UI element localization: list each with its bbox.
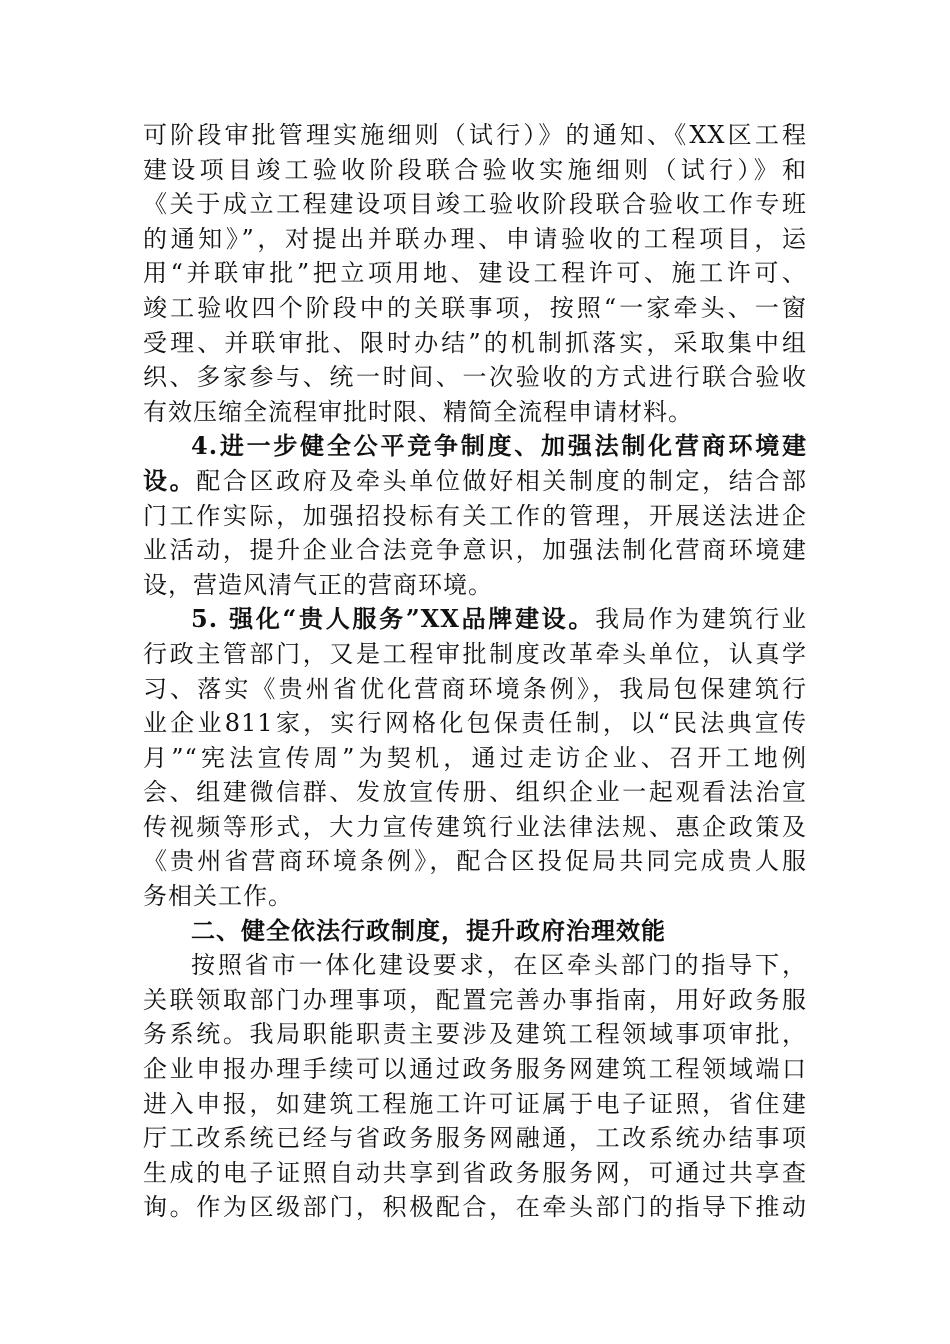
section-heading-5: 5. 强化“贵人服务”XX品牌建设。 — [191, 604, 596, 634]
text-run: 配合区政府及牵头单位做好相关制度的制定，结合部 — [196, 466, 807, 495]
text-line — [143, 602, 807, 637]
text-line: 询。作为区级部门，积极配合，在牵头部门的指导下推动 — [143, 1193, 807, 1222]
text-line: 生成的电子证照自动共享到省政务服务网，可通过共享查 — [143, 1158, 807, 1187]
text-line — [143, 464, 807, 499]
text-line: 受理、并联审批、限时办结”的机制抓落实，采取集中组 — [143, 328, 807, 357]
text-line: 企业申报办理手续可以通过政务服务网建筑工程领域端口 — [143, 1055, 807, 1084]
text-line: 建设项目竣工验收阶段联合验收实施细则（试行）》和 — [143, 155, 807, 184]
paragraph-joint-acceptance — [143, 118, 807, 429]
text-line: 可阶段审批管理实施细则（试行）》的通知、《XX区工程 — [143, 121, 807, 149]
text-line: 业企业811家，实行网格化包保责任制，以“民法典宣传 — [143, 709, 807, 738]
text-line: 用“并联审批”把立项用地、建设工程许可、施工许可、 — [143, 259, 807, 288]
text-line: 竣工验收四个阶段中的关联事项，按照“一家牵头、一窗 — [143, 293, 807, 322]
text-line: 习、落实《贵州省优化营商环境条例》，我局包保建筑行 — [143, 674, 807, 703]
text-line: 《关于成立工程建设项目竣工验收阶段联合验收工作专班 — [143, 190, 807, 219]
paragraph-integrated-services — [143, 948, 807, 1225]
text-line: 厅工改系统已经与省政务服务网融通，工改系统办结事项 — [143, 1124, 807, 1153]
text-line: 务相关工作。 — [143, 882, 293, 911]
text-line: 设，营造风清气正的营商环境。 — [143, 570, 493, 599]
text-line: 行政主管部门，又是工程审批制度改革牵头单位，认真学 — [143, 639, 807, 668]
section-heading-4: 4.进一步健全公平竞争制度、加强法制化营商环境建 — [191, 431, 807, 461]
text-line: 织、多家参与、统一时间、一次验收的方式进行联合验收 — [143, 363, 807, 392]
text-line: 的通知》”，对提出并联办理、申请验收的工程项目，运 — [143, 224, 807, 253]
text-line: 业活动，提升企业合法竞争意识，加强法制化营商环境建 — [143, 536, 807, 565]
paragraph-fair-competition — [143, 429, 807, 602]
text-line: 传视频等形式，大力宣传建筑行业法律法规、惠企政策及 — [143, 812, 807, 841]
text-line: 务系统。我局职能职责主要涉及建筑工程领域事项审批， — [143, 1020, 807, 1049]
text-line: 有效压缩全流程审批时限、精简全流程申请材料。 — [143, 397, 693, 426]
text-line: 关联领取部门办理事项，配置完善办事指南，用好政务服 — [143, 985, 807, 1014]
text-line: 《贵州省营商环境条例》，配合区投促局共同完成贵人服 — [143, 847, 807, 876]
text-line: 进入申报，如建筑工程施工许可证属于电子证照，省住建 — [143, 1089, 807, 1118]
section-heading-4-tail: 设。 — [143, 465, 197, 495]
text-line: 月”“宪法宣传周”为契机，通过走访企业、召开工地例 — [143, 743, 807, 772]
paragraph-brand-building — [143, 602, 807, 913]
text-run: 我局作为建筑行业 — [595, 605, 807, 634]
section-heading-2: 二、健全依法行政制度，提升政府治理效能 — [191, 916, 666, 945]
text-line: 会、组建微信群、发放宣传册、组织企业一起观看法治宣 — [143, 778, 807, 807]
text-line: 门工作实际，加强招投标有关工作的管理，开展送法进企 — [143, 501, 807, 530]
text-line: 按照省市一体化建设要求，在区牵头部门的指导下， — [191, 951, 807, 980]
document-body — [143, 118, 807, 1225]
